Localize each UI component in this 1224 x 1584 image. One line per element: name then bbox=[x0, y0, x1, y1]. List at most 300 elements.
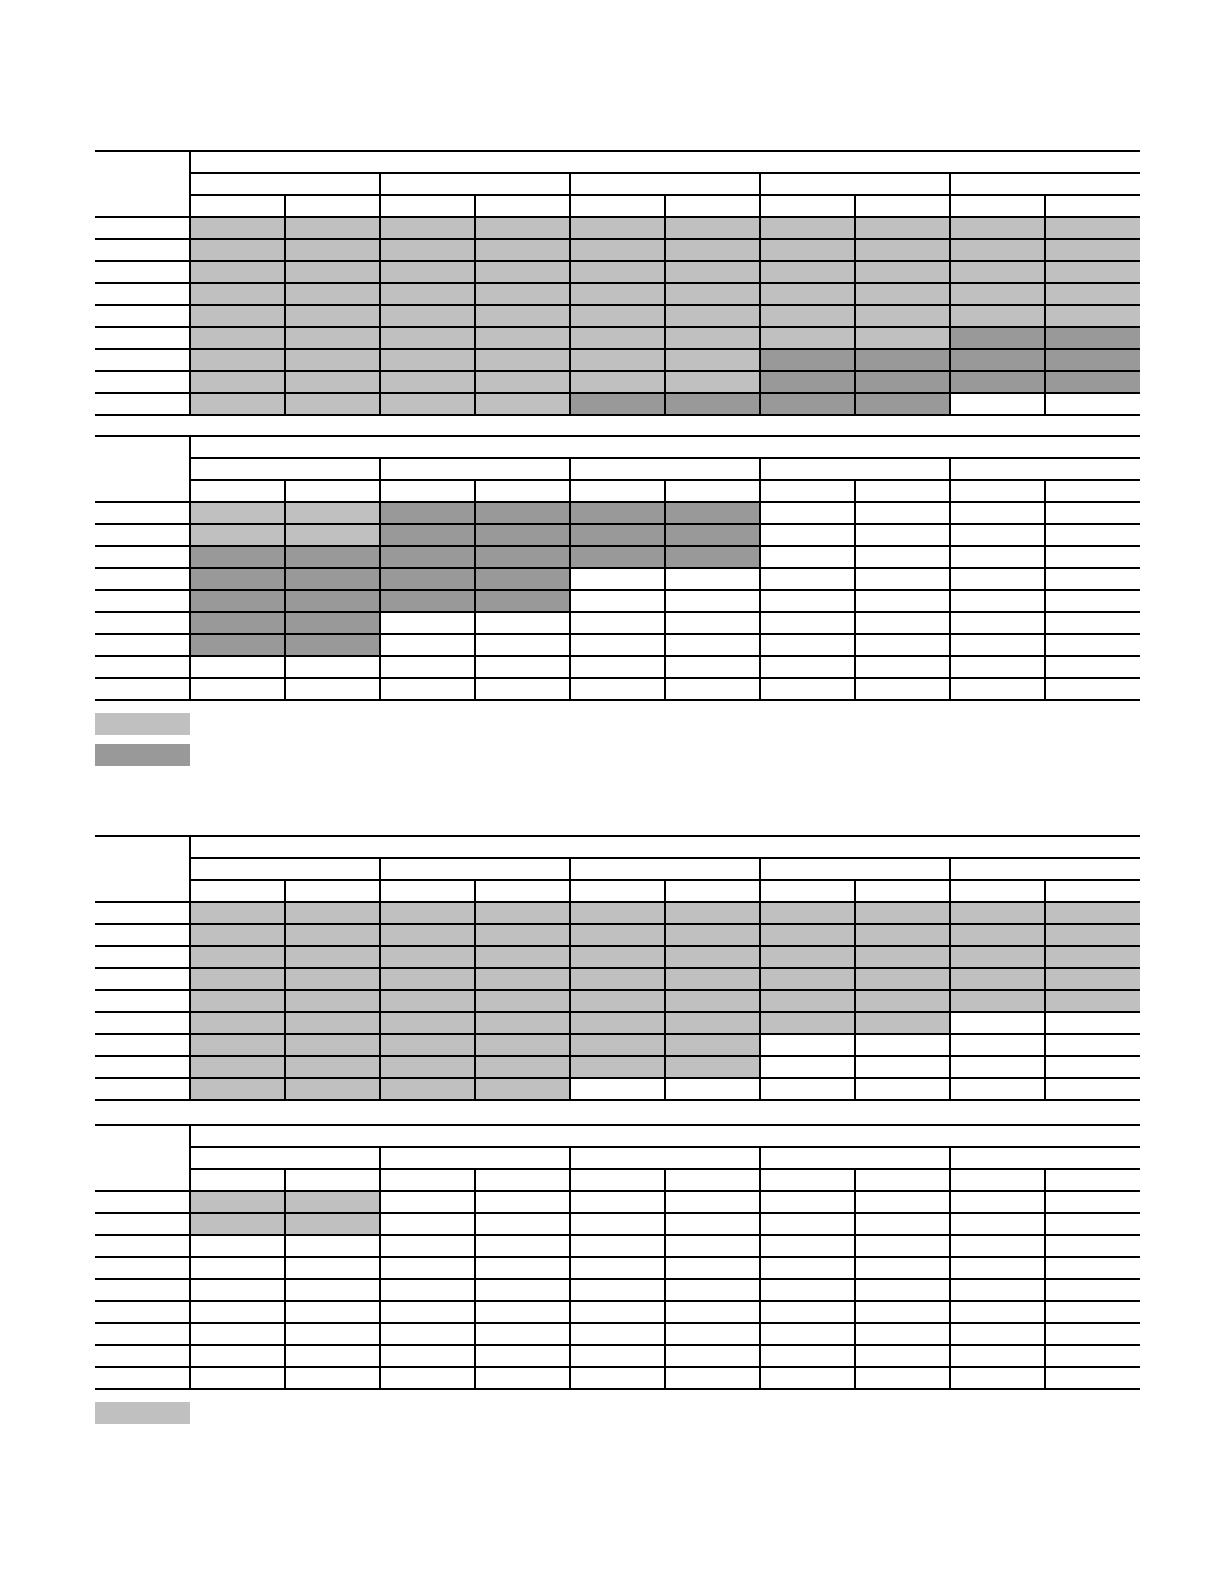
row-stub-cell bbox=[95, 1078, 190, 1100]
empty-cell bbox=[190, 1279, 285, 1301]
stub-header-cell bbox=[95, 880, 190, 902]
empty-cell bbox=[380, 656, 475, 678]
table-row bbox=[95, 327, 1140, 349]
row-stub-cell bbox=[95, 1257, 190, 1279]
light-shaded-cell bbox=[190, 1191, 285, 1213]
empty-cell bbox=[1045, 678, 1140, 700]
light-shaded-cell bbox=[570, 924, 665, 946]
row-stub-cell bbox=[95, 349, 190, 371]
empty-cell bbox=[950, 1323, 1045, 1345]
empty-cell bbox=[950, 1012, 1045, 1034]
empty-cell bbox=[665, 1323, 760, 1345]
light-shaded-cell bbox=[380, 349, 475, 371]
group-header-cell bbox=[380, 458, 570, 480]
column-header-cell bbox=[950, 1169, 1045, 1191]
table-row bbox=[95, 305, 1140, 327]
light-shaded-cell bbox=[475, 261, 570, 283]
light-shaded-cell bbox=[475, 283, 570, 305]
empty-cell bbox=[950, 393, 1045, 415]
light-shaded-cell bbox=[475, 1034, 570, 1056]
light-shaded-cell bbox=[285, 327, 380, 349]
empty-cell bbox=[475, 634, 570, 656]
table-row bbox=[95, 1323, 1140, 1345]
dark-shaded-cell bbox=[665, 524, 760, 546]
light-shaded-cell bbox=[285, 1213, 380, 1235]
light-shaded-cell bbox=[285, 1012, 380, 1034]
empty-cell bbox=[380, 1191, 475, 1213]
light-shaded-cell bbox=[760, 261, 855, 283]
light-shaded-cell bbox=[475, 239, 570, 261]
light-shaded-cell bbox=[475, 1078, 570, 1100]
spanning-header-cell bbox=[190, 436, 1140, 458]
dark-shaded-cell bbox=[475, 568, 570, 590]
empty-cell bbox=[950, 1213, 1045, 1235]
empty-cell bbox=[1045, 524, 1140, 546]
empty-cell bbox=[1045, 634, 1140, 656]
light-shaded-cell bbox=[285, 1056, 380, 1078]
empty-cell bbox=[760, 1235, 855, 1257]
light-shaded-cell bbox=[855, 968, 950, 990]
light-shaded-cell bbox=[380, 217, 475, 239]
empty-cell bbox=[950, 1034, 1045, 1056]
light-shaded-cell bbox=[665, 1056, 760, 1078]
dark-shaded-cell bbox=[190, 546, 285, 568]
group-header-cell bbox=[380, 858, 570, 880]
light-shaded-cell bbox=[665, 305, 760, 327]
dark-shaded-cell bbox=[760, 393, 855, 415]
light-shaded-cell bbox=[665, 946, 760, 968]
light-shaded-cell bbox=[190, 1213, 285, 1235]
empty-cell bbox=[380, 1213, 475, 1235]
light-shaded-cell bbox=[570, 990, 665, 1012]
empty-cell bbox=[570, 1257, 665, 1279]
dark-shaded-cell bbox=[285, 634, 380, 656]
column-header-cell bbox=[950, 880, 1045, 902]
group-header-cell bbox=[380, 1147, 570, 1169]
empty-cell bbox=[855, 524, 950, 546]
spanning-header-cell bbox=[190, 836, 1140, 858]
empty-cell bbox=[285, 1323, 380, 1345]
light-shaded-cell bbox=[380, 968, 475, 990]
empty-cell bbox=[380, 1257, 475, 1279]
column-header-cell bbox=[475, 195, 570, 217]
light-shaded-cell bbox=[950, 990, 1045, 1012]
column-header-cell bbox=[190, 195, 285, 217]
light-shaded-cell bbox=[190, 902, 285, 924]
empty-cell bbox=[950, 678, 1045, 700]
empty-cell bbox=[950, 634, 1045, 656]
light-shaded-cell bbox=[570, 327, 665, 349]
light-shaded-cell bbox=[570, 305, 665, 327]
column-header-cell bbox=[285, 480, 380, 502]
dark-shaded-cell bbox=[760, 349, 855, 371]
light-shaded-cell bbox=[380, 1056, 475, 1078]
header-row bbox=[95, 1125, 1140, 1147]
table-row bbox=[95, 217, 1140, 239]
empty-cell bbox=[1045, 393, 1140, 415]
dark-shaded-cell bbox=[570, 393, 665, 415]
column-header-cell bbox=[190, 1169, 285, 1191]
table-row bbox=[95, 1235, 1140, 1257]
empty-cell bbox=[950, 502, 1045, 524]
row-stub-cell bbox=[95, 239, 190, 261]
header-row bbox=[95, 1169, 1140, 1191]
light-shaded-cell bbox=[380, 283, 475, 305]
row-stub-cell bbox=[95, 1213, 190, 1235]
column-header-cell bbox=[570, 880, 665, 902]
light-shaded-cell bbox=[190, 283, 285, 305]
header-row bbox=[95, 195, 1140, 217]
empty-cell bbox=[950, 1056, 1045, 1078]
empty-cell bbox=[190, 678, 285, 700]
empty-cell bbox=[950, 612, 1045, 634]
empty-cell bbox=[760, 612, 855, 634]
dark-shaded-cell bbox=[1045, 371, 1140, 393]
empty-cell bbox=[380, 678, 475, 700]
table-row bbox=[95, 1301, 1140, 1323]
light-shaded-cell bbox=[665, 327, 760, 349]
empty-cell bbox=[285, 1235, 380, 1257]
dark-shaded-cell bbox=[380, 524, 475, 546]
light-shaded-cell bbox=[760, 305, 855, 327]
dark-shaded-cell bbox=[665, 393, 760, 415]
empty-cell bbox=[950, 1345, 1045, 1367]
dark-shaded-cell bbox=[475, 546, 570, 568]
light-shaded-cell bbox=[760, 924, 855, 946]
empty-cell bbox=[190, 1235, 285, 1257]
empty-cell bbox=[475, 1301, 570, 1323]
group-header-cell bbox=[950, 858, 1140, 880]
dark-shaded-cell bbox=[570, 502, 665, 524]
dark-shaded-cell bbox=[380, 546, 475, 568]
row-stub-cell bbox=[95, 1235, 190, 1257]
empty-cell bbox=[570, 612, 665, 634]
column-header-cell bbox=[285, 880, 380, 902]
light-shaded-cell bbox=[950, 968, 1045, 990]
empty-cell bbox=[475, 678, 570, 700]
empty-cell bbox=[665, 1345, 760, 1367]
empty-cell bbox=[1045, 1191, 1140, 1213]
light-shaded-cell bbox=[665, 261, 760, 283]
header-row bbox=[95, 458, 1140, 480]
table-row bbox=[95, 902, 1140, 924]
group-header-cell bbox=[380, 173, 570, 195]
empty-cell bbox=[570, 590, 665, 612]
row-stub-cell bbox=[95, 393, 190, 415]
empty-cell bbox=[855, 1078, 950, 1100]
light-shaded-cell bbox=[190, 1056, 285, 1078]
empty-cell bbox=[760, 1279, 855, 1301]
row-stub-cell bbox=[95, 305, 190, 327]
header-row bbox=[95, 151, 1140, 173]
dark-shaded-cell bbox=[950, 327, 1045, 349]
empty-cell bbox=[380, 1235, 475, 1257]
header-row bbox=[95, 480, 1140, 502]
light-shaded-cell bbox=[570, 349, 665, 371]
light-shaded-cell bbox=[285, 217, 380, 239]
light-shaded-cell bbox=[190, 946, 285, 968]
light-shaded-cell bbox=[855, 261, 950, 283]
table-row bbox=[95, 924, 1140, 946]
row-stub-cell bbox=[95, 946, 190, 968]
stub-header-cell bbox=[95, 195, 190, 217]
dark-shaded-cell bbox=[190, 590, 285, 612]
table-row bbox=[95, 1279, 1140, 1301]
light-shaded-cell bbox=[285, 371, 380, 393]
light-shaded-cell bbox=[855, 283, 950, 305]
empty-cell bbox=[1045, 1323, 1140, 1345]
stub-header-cell bbox=[95, 858, 190, 880]
light-shaded-cell bbox=[1045, 217, 1140, 239]
empty-cell bbox=[570, 634, 665, 656]
stub-header-cell bbox=[95, 1125, 190, 1147]
table-row bbox=[95, 239, 1140, 261]
empty-cell bbox=[760, 1213, 855, 1235]
light-shaded-cell bbox=[760, 968, 855, 990]
column-header-cell bbox=[475, 480, 570, 502]
dark-shaded-cell bbox=[190, 612, 285, 634]
column-header-cell bbox=[760, 195, 855, 217]
group-header-cell bbox=[570, 858, 760, 880]
light-shaded-cell bbox=[285, 393, 380, 415]
empty-cell bbox=[570, 1191, 665, 1213]
table-row bbox=[95, 634, 1140, 656]
shaded-grid-table bbox=[95, 835, 1140, 1101]
column-header-cell bbox=[760, 480, 855, 502]
light-shaded-cell bbox=[950, 305, 1045, 327]
group-header-cell bbox=[760, 458, 950, 480]
light-shaded-cell bbox=[380, 1034, 475, 1056]
empty-cell bbox=[950, 1191, 1045, 1213]
table-row bbox=[95, 1034, 1140, 1056]
table-row bbox=[95, 568, 1140, 590]
dark-shaded-cell bbox=[1045, 349, 1140, 371]
light-shaded-cell bbox=[285, 990, 380, 1012]
empty-cell bbox=[760, 590, 855, 612]
column-header-cell bbox=[950, 480, 1045, 502]
empty-cell bbox=[855, 1257, 950, 1279]
table-row bbox=[95, 283, 1140, 305]
empty-cell bbox=[665, 1279, 760, 1301]
light-shaded-cell bbox=[380, 1012, 475, 1034]
table-row bbox=[95, 1078, 1140, 1100]
light-shaded-cell bbox=[760, 239, 855, 261]
empty-cell bbox=[285, 1301, 380, 1323]
light-shaded-cell bbox=[380, 393, 475, 415]
light-shaded-cell bbox=[855, 239, 950, 261]
stub-header-cell bbox=[95, 436, 190, 458]
table-row bbox=[95, 1213, 1140, 1235]
empty-cell bbox=[665, 1213, 760, 1235]
light-shaded-cell bbox=[760, 1012, 855, 1034]
empty-cell bbox=[475, 1367, 570, 1389]
table-row bbox=[95, 678, 1140, 700]
empty-cell bbox=[190, 1367, 285, 1389]
empty-cell bbox=[1045, 1078, 1140, 1100]
empty-cell bbox=[475, 1191, 570, 1213]
row-stub-cell bbox=[95, 217, 190, 239]
light-shaded-cell bbox=[570, 1056, 665, 1078]
empty-cell bbox=[570, 656, 665, 678]
light-shaded-cell bbox=[475, 371, 570, 393]
empty-cell bbox=[950, 1301, 1045, 1323]
dark-shaded-cell bbox=[380, 590, 475, 612]
empty-cell bbox=[665, 678, 760, 700]
stub-header-cell bbox=[95, 458, 190, 480]
empty-cell bbox=[950, 1235, 1045, 1257]
row-stub-cell bbox=[95, 327, 190, 349]
table-row bbox=[95, 590, 1140, 612]
dark-shaded-cell bbox=[475, 524, 570, 546]
row-stub-cell bbox=[95, 1191, 190, 1213]
empty-cell bbox=[1045, 1235, 1140, 1257]
column-header-cell bbox=[190, 880, 285, 902]
empty-cell bbox=[475, 612, 570, 634]
light-shaded-cell bbox=[665, 968, 760, 990]
light-shaded-cell bbox=[665, 924, 760, 946]
group-header-cell bbox=[570, 173, 760, 195]
light-shaded-cell bbox=[380, 327, 475, 349]
light-shaded-cell bbox=[190, 217, 285, 239]
dark-shaded-cell bbox=[475, 502, 570, 524]
group-header-cell bbox=[950, 173, 1140, 195]
empty-cell bbox=[855, 1213, 950, 1235]
column-header-cell bbox=[475, 1169, 570, 1191]
column-header-cell bbox=[950, 195, 1045, 217]
light-shaded-cell bbox=[760, 327, 855, 349]
empty-cell bbox=[855, 568, 950, 590]
dark-shaded-cell bbox=[855, 371, 950, 393]
light-shaded-cell bbox=[475, 902, 570, 924]
light-shaded-cell bbox=[855, 1012, 950, 1034]
light-shaded-cell bbox=[950, 261, 1045, 283]
empty-cell bbox=[855, 612, 950, 634]
light-shaded-cell bbox=[285, 946, 380, 968]
empty-cell bbox=[570, 1235, 665, 1257]
light-shaded-cell bbox=[380, 990, 475, 1012]
light-shaded-cell bbox=[665, 1034, 760, 1056]
header-row bbox=[95, 1147, 1140, 1169]
legend-light-swatch bbox=[95, 713, 190, 735]
dark-shaded-cell bbox=[665, 546, 760, 568]
empty-cell bbox=[1045, 1213, 1140, 1235]
row-stub-cell bbox=[95, 261, 190, 283]
light-shaded-cell bbox=[665, 371, 760, 393]
empty-cell bbox=[665, 1191, 760, 1213]
empty-cell bbox=[665, 1078, 760, 1100]
light-shaded-cell bbox=[380, 924, 475, 946]
column-header-cell bbox=[285, 195, 380, 217]
row-stub-cell bbox=[95, 568, 190, 590]
dark-shaded-cell bbox=[190, 634, 285, 656]
empty-cell bbox=[760, 524, 855, 546]
light-shaded-cell bbox=[190, 1078, 285, 1100]
group-header-cell bbox=[190, 458, 380, 480]
light-shaded-cell bbox=[950, 902, 1045, 924]
legend-dark-swatch bbox=[95, 744, 190, 766]
empty-cell bbox=[665, 612, 760, 634]
empty-cell bbox=[285, 1279, 380, 1301]
empty-cell bbox=[855, 1056, 950, 1078]
row-stub-cell bbox=[95, 1012, 190, 1034]
empty-cell bbox=[475, 1257, 570, 1279]
dark-shaded-cell bbox=[950, 371, 1045, 393]
light-shaded-cell bbox=[855, 902, 950, 924]
light-shaded-cell bbox=[1045, 305, 1140, 327]
light-shaded-cell bbox=[285, 1078, 380, 1100]
table-row bbox=[95, 524, 1140, 546]
empty-cell bbox=[760, 546, 855, 568]
empty-cell bbox=[1045, 1257, 1140, 1279]
light-shaded-cell bbox=[950, 217, 1045, 239]
empty-cell bbox=[855, 1345, 950, 1367]
empty-cell bbox=[665, 634, 760, 656]
group-header-cell bbox=[190, 173, 380, 195]
light-shaded-cell bbox=[190, 371, 285, 393]
light-shaded-cell bbox=[950, 283, 1045, 305]
empty-cell bbox=[760, 1345, 855, 1367]
light-shaded-cell bbox=[380, 902, 475, 924]
empty-cell bbox=[380, 1345, 475, 1367]
light-shaded-cell bbox=[285, 349, 380, 371]
row-stub-cell bbox=[95, 656, 190, 678]
empty-cell bbox=[1045, 612, 1140, 634]
dark-shaded-cell bbox=[380, 502, 475, 524]
dark-shaded-cell bbox=[285, 546, 380, 568]
light-shaded-cell bbox=[855, 305, 950, 327]
empty-cell bbox=[1045, 1012, 1140, 1034]
stub-header-cell bbox=[95, 1147, 190, 1169]
light-shaded-cell bbox=[855, 217, 950, 239]
header-row bbox=[95, 836, 1140, 858]
light-shaded-cell bbox=[475, 349, 570, 371]
empty-cell bbox=[855, 678, 950, 700]
dark-shaded-cell bbox=[760, 371, 855, 393]
shaded-grid-table bbox=[95, 150, 1140, 416]
row-stub-cell bbox=[95, 1279, 190, 1301]
column-header-cell bbox=[475, 880, 570, 902]
light-shaded-cell bbox=[1045, 990, 1140, 1012]
empty-cell bbox=[855, 1235, 950, 1257]
light-shaded-cell bbox=[1045, 924, 1140, 946]
table-row bbox=[95, 371, 1140, 393]
table-row bbox=[95, 261, 1140, 283]
table-row bbox=[95, 968, 1140, 990]
row-stub-cell bbox=[95, 546, 190, 568]
empty-cell bbox=[665, 1235, 760, 1257]
light-shaded-cell bbox=[190, 261, 285, 283]
empty-cell bbox=[855, 1034, 950, 1056]
row-stub-cell bbox=[95, 612, 190, 634]
column-header-cell bbox=[760, 880, 855, 902]
light-shaded-cell bbox=[665, 239, 760, 261]
empty-cell bbox=[285, 1367, 380, 1389]
light-shaded-cell bbox=[475, 968, 570, 990]
empty-cell bbox=[760, 634, 855, 656]
table-row bbox=[95, 1056, 1140, 1078]
empty-cell bbox=[855, 1323, 950, 1345]
dark-shaded-cell bbox=[285, 590, 380, 612]
empty-cell bbox=[760, 1323, 855, 1345]
light-shaded-cell bbox=[380, 305, 475, 327]
light-shaded-cell bbox=[570, 902, 665, 924]
column-header-cell bbox=[855, 195, 950, 217]
empty-cell bbox=[570, 1345, 665, 1367]
light-shaded-cell bbox=[380, 946, 475, 968]
light-shaded-cell bbox=[570, 946, 665, 968]
empty-cell bbox=[570, 1323, 665, 1345]
empty-cell bbox=[570, 1279, 665, 1301]
